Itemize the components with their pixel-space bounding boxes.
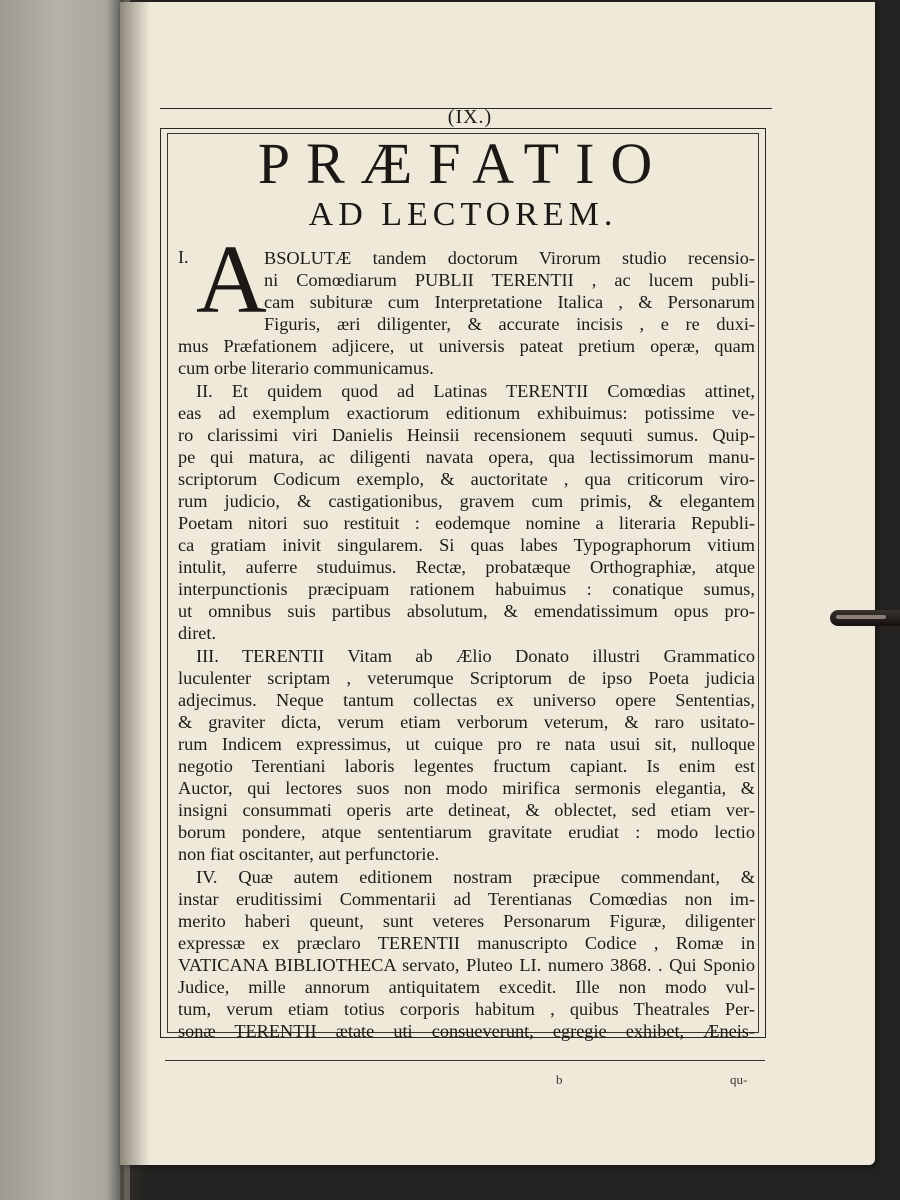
text-line: cam subituræ cum Interpretatione Italica , & Personarum <box>264 292 755 312</box>
text-line: ut omnibus suis partibus absolutum, & emendatissimum opus pro- <box>178 601 755 621</box>
gutter-shadow <box>120 0 150 1200</box>
text-line: IV. Quæ autem editionem nostram præcipue commendant, & <box>196 867 755 887</box>
text-line: insigni consummati operis arte detineat, & oblectet, sed etiam ver- <box>178 800 755 820</box>
text-line: rum Indicem expressimus, ut cuique pro re nata usui sit, nulloque <box>178 734 755 754</box>
text-line: Auctor, qui lectores suos non modo mirifica sermonis elegantia, & <box>178 778 755 798</box>
text-line: expressæ ex præclaro TERENTII manuscripto Codice , Romæ in <box>178 933 755 953</box>
catchword: qu- <box>730 1072 748 1087</box>
text-line: & graviter dicta, verum etiam verborum veterum, & raro usitato- <box>178 712 755 732</box>
signature-mark: b <box>556 1072 563 1087</box>
text-line: borum pondere, atque sententiarum gravitate erudiat : modo lectio <box>178 822 755 842</box>
footer-rule <box>165 1060 765 1061</box>
text-line: non fiat oscitanter, aut perfunctorie. <box>178 844 440 864</box>
page-subtitle: AD LECTOREM. <box>308 196 618 233</box>
text-line: rum judicio, & castigationibus, gravem cum primis, & elegantem <box>178 491 755 511</box>
text-line: VATICANA BIBLIOTHECA servato, Pluteo LI. numero 3868. . Qui Sponio <box>178 955 755 975</box>
text-line: mus Præfationem adjicere, ut universis pateat pretium operæ, quam <box>178 336 755 356</box>
text-line: II. Et quidem quod ad Latinas TERENTII Comœdias attinet, <box>196 381 755 401</box>
text-line: BSOLUTÆ tandem doctorum Virorum studio recensio- <box>264 248 755 268</box>
text-line: ca gratiam inivit singularem. Si quas labes Typographorum vitium <box>178 535 755 555</box>
text-line: diret. <box>178 623 217 643</box>
text-line: negotio Terentiani laboris legentes fructum capiant. Is enim est <box>178 756 755 776</box>
text-line: cum orbe literario communicamus. <box>178 358 434 378</box>
text-line: adjecimus. Neque tantum collectas ex universo opere Sententias, <box>178 690 755 710</box>
drop-cap-letter: A <box>196 226 267 334</box>
text-line: ni Comœdiarum PUBLII TERENTII , ac lucem publi- <box>264 270 755 290</box>
text-line: intulit, auferre studuimus. Rectæ, probatæque Orthographiæ, atque <box>178 557 755 577</box>
text-line: Poetam nitori suo restituit : eodemque nomine a literaria Republi- <box>178 513 755 533</box>
text-line: merito haberi queunt, sunt veteres Personarum Figuræ, diligenter <box>178 911 755 931</box>
text-line: Judice, mille annorum antiquitatem excedit. Ille non modo vul- <box>178 977 755 997</box>
paragraph-number: I. <box>178 247 189 267</box>
text-line: eas ad exemplum exactiorum editionum exhibuimus: potissime ve- <box>178 403 755 423</box>
text-line: scriptorum Codicum exemplo, & auctoritate , qua criticorum viro- <box>178 469 755 489</box>
text-line: interpunctionis præcipuam rationem habuimus : conatique sumus, <box>178 579 755 599</box>
text-line: pe qui matura, ac diligenti navata opera, qua lectissimorum manu- <box>178 447 755 467</box>
text-line: sonæ TERENTII ætate uti consueverunt, egregie exhibet, Æneis- <box>178 1021 755 1041</box>
page-title: PRÆFATIO <box>257 131 669 196</box>
page-number: (IX.) <box>447 106 493 128</box>
text-line: instar eruditissimi Commentarii ad Terentianas Comœdias non im- <box>178 889 755 909</box>
text-line: luculenter scriptam , veterumque Scriptorum de ipso Poeta judicia <box>178 668 755 688</box>
text-line: tum, verum etiam totius corporis habitum , quibus Theatrales Per- <box>178 999 755 1019</box>
text-line: III. TERENTII Vitam ab Ælio Donato illustri Grammatico <box>196 646 755 666</box>
text-line: ro clarissimi viri Danielis Heinsii recensionem sequuti sumus. Quip- <box>178 425 755 445</box>
bookmark-ribbon <box>830 610 900 626</box>
text-line: Figuris, æri diligenter, & accurate incisis , e re duxi- <box>264 314 755 334</box>
